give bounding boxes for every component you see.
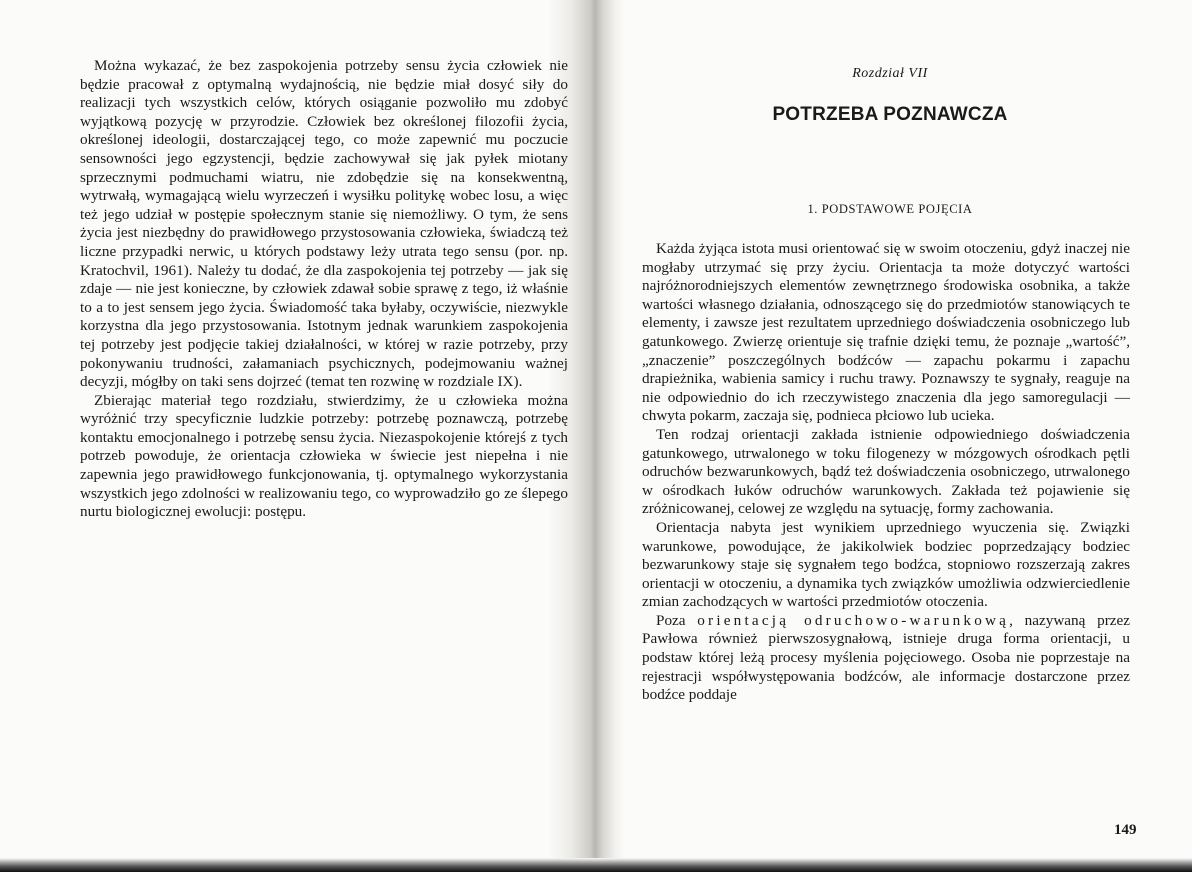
right-paragraph-3: Orientacja nabyta jest wynikiem uprzedniego wyuczenia się. Związki warunkowe, powodujące, że jakikolwiek bodziec poprzedzający bodziec bezwarunkowy staje się sygnałem tego bodźca, stopniowo rozszerzają zakres orientacji w otoczeniu, a dynamika tych związków umożliwia odzwierciedlenie zmian zachodzących w wartości przedmiotów otoczenia. xyxy=(642,518,1130,611)
left-paragraph-2: Zbierając materiał tego rozdziału, stwierdzimy, że u człowieka można wyróżnić trzy specyficznie ludzkie potrzeby: potrzebę poznawczą, potrzebę kontaktu emocjonalnego i potrzebę sensu życia. Niezaspokojenie którejś z tych potrzeb powoduje, że orientacja człowieka w świecie jest niepełna i nie zapewnia jego prawidłowego funkcjonowania, tj. optymalnego wykorzystania wszystkich jego zdolności w realizowaniu tego, co wyprowadziło go ze ślepego nurtu biologicznej ewolucji: postępu. xyxy=(80,391,568,521)
right-paragraph-1: Każda żyjąca istota musi orientować się w swoim otoczeniu, gdyż inaczej nie mogłaby utrzymać się przy życiu. Orientacja ta może dotyczyć wartości najróżnorodniejszych elementów zewnętrznego środowiska osobnika, a także wartości własnego działania, odnoszącego się do przedmiotów stanowiących te elementy, i zawsze jest rezultatem uprzedniego doświadczenia osobniczego lub gatunkowego. Zwierzę orientuje się trafnie dzięki temu, że poznaje „wartość”, „znaczenie” poszczególnych bodźców — zapachu pokarmu i zapachu drapieżnika, wabienia samicy i ruchu trawy. Poznawszy te sygnały, reaguje na nie odpowiednio do ich rzeczywistego znaczenia dla jego samoregulacji — chwyta pokarm, zaczaja się, podnieca płciowo lub ucieka. xyxy=(642,240,1130,425)
bottom-page-edge xyxy=(0,858,1192,872)
left-page-text xyxy=(80,57,568,522)
right-page-text xyxy=(642,240,1130,705)
right-paragraph-2: Ten rodzaj orientacji zakłada istnienie odpowiedniego doświadczenia gatunkowego, utrwalonego w toku filogenezy w mózgowych ośrodkach pętli odruchów bezwarunkowych, bądź też doświadczenia osobniczego, utrwalonego w ośrodkach łuków odruchów warunkowych. Zakłada też pojawienie się zróżnicowanej, celowej ze względu na sytuację, formy zachowania. xyxy=(642,425,1130,518)
right-page xyxy=(606,0,1192,872)
paragraph-4-rest: , nazywaną przez Pawłowa również pierwszosygnałową, istnieje druga forma orientacji, u podstaw której leżą procesy myślenia pojęciowego. Osoba nie poprzestaje na rejestracji współwystępowania bodźców, ale informacje dostarczone przez bodźce poddaje xyxy=(642,611,1130,704)
page-number: 149 xyxy=(1114,822,1137,838)
left-paragraph-1: Można wykazać, że bez zaspokojenia potrzeby sensu życia człowiek nie będzie pracował z optymalną wydajnością, nie będzie miał dosyć siły do realizacji tych wszystkich celów, których osiąganie pozwoliło mu zdobyć wyjątkową pozycję w przyrodzie. Człowiek bez określonej filozofii życia, określonej ideologii, dostarczającej tego, co może zapewnić mu poczucie sensowności jego egzystencji, będzie zachowywał się jak pyłek miotany sprzecznymi podmuchami wiatru, nie zdobędzie się na konsekwentną, wytrwałą, wymagającą wielu wyrzeczeń i wysiłku politykę wobec losu, a więc też jego udział w postępie społecznym stanie się niemożliwy. O tym, że sens życia jest niezbędny do prawidłowego przystosowania człowieka, świadczą też liczne przypadki nerwic, u których podstawy leży utrata tego sensu (por. np. Kratochvil, 1961). Należy tu dodać, że dla zaspokojenia tej potrzeby — jak się zdaje — nie jest konieczne, by człowiek zdawał sobie sprawę z tego, iż właśnie to a to jest sensem jego życia. Świadomość taka byłaby, oczywiście, niezwykle korzystna dla jego przystosowania. Istotnym jednak warunkiem zaspokojenia tej potrzeby jest podjęcie takiej działalności, w której w razie potrzeby, przy pokonywaniu trudności, załamaniach psychicznych, podejmowaniu ważnej decyzji, mógłby on taki sens dojrzeć (temat ten rozwinę w rozdziale IX). xyxy=(80,57,568,391)
chapter-label: Rozdział VII xyxy=(852,66,928,81)
right-paragraph-4 xyxy=(642,612,1130,705)
chapter-title: POTRZEBA POZNAWCZA xyxy=(772,104,1008,125)
spaced-term: orientacją odruchowo-warunkową xyxy=(697,611,1010,629)
paragraph-4-lead: Poza xyxy=(656,611,698,629)
section-title: 1. PODSTAWOWE POJĘCIA xyxy=(807,202,973,216)
